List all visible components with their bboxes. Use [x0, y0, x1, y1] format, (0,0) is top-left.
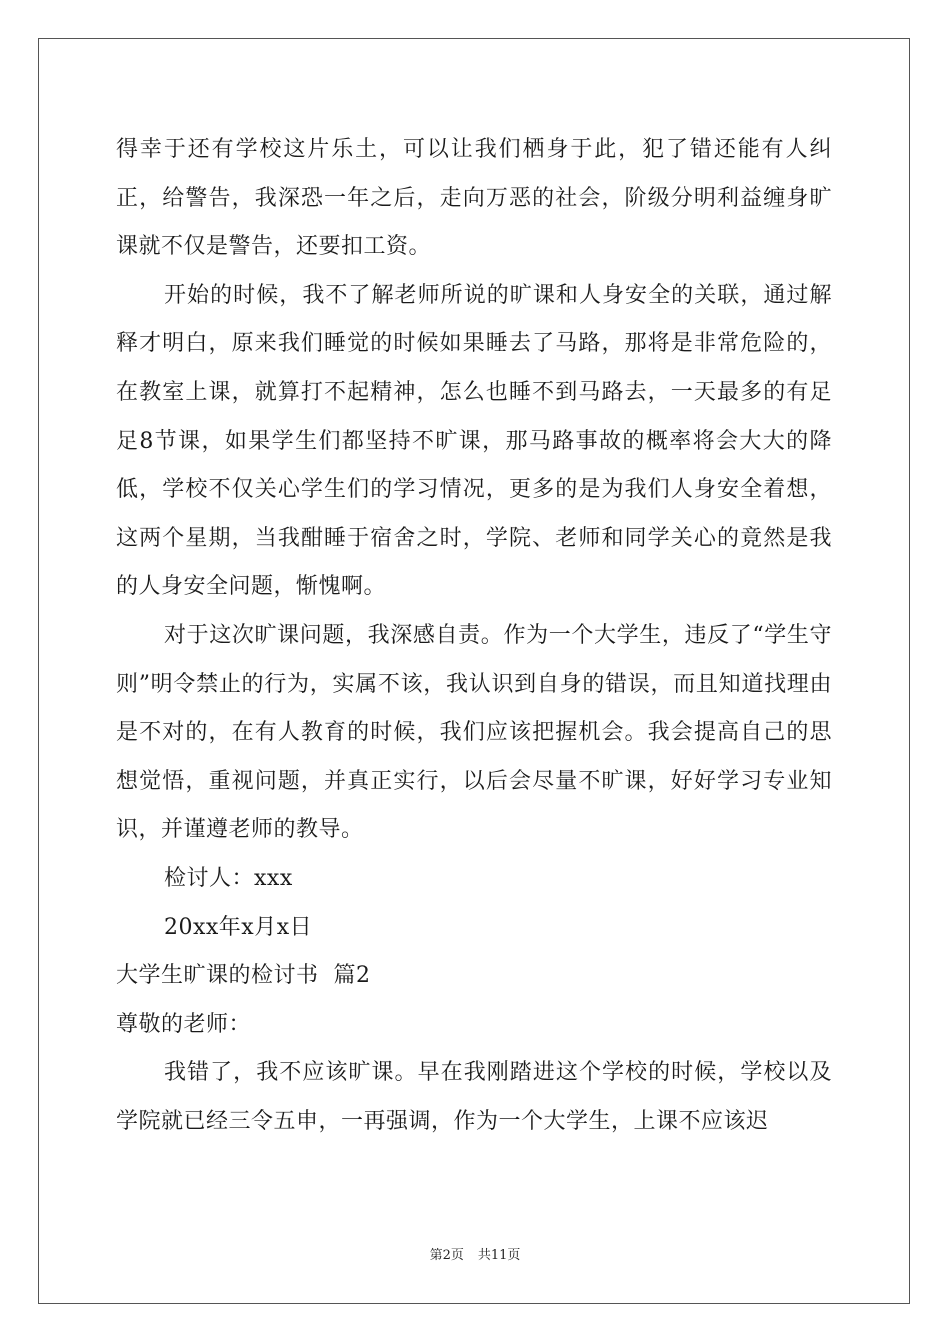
document-body	[116, 126, 832, 1146]
paragraph-3: 对于这次旷课问题，我深感自责。作为一个大学生，违反了“学生守则”明令禁止的行为，实属不该，我认识到自身的错误，而且知道找理由是不对的，在有人教育的时候，我们应该把握机会。我会提高自己的思想觉悟，重视问题，并真正实行，以后会尽量不旷课，好好学习专业知识，并谨遵老师的教导。	[116, 622, 832, 843]
paragraph-2: 开始的时候，我不了解老师所说的旷课和人身安全的关联，通过解释才明白，原来我们睡觉的时候如果睡去了马路，那将是非常危险的，在教室上课，就算打不起精神，怎么也睡不到马路去，一天最多的有足足8节课，如果学生们都坚持不旷课，那马路事故的概率将会大大的降低，学校不仅关心学生们的学习情况，更多的是为我们人身安全着想，这两个星期，当我酣睡于宿舍之时，学院、老师和同学关心的竟然是我的人身安全问题，惭愧啊。	[116, 282, 832, 600]
section-heading: 大学生旷课的检讨书 篇2	[116, 963, 371, 989]
paragraph-1: 得幸于还有学校这片乐土，可以让我们栖身于此，犯了错还能有人纠正，给警告，我深恐一年之后，走向万恶的社会，阶级分明利益缠身旷课就不仅是警告，还要扣工资。	[116, 137, 832, 260]
page-number: 第2页	[429, 1248, 464, 1263]
salutation: 尊敬的老师：	[116, 1011, 252, 1037]
date-line: 20xx年x月x日	[164, 914, 313, 940]
page-footer	[0, 1244, 950, 1263]
signature-line: 检讨人：xxx	[164, 865, 293, 891]
paragraph-4: 我错了，我不应该旷课。早在我刚踏进这个学校的时候，学校以及学院就已经三令五申，一再强调，作为一个大学生，上课不应该迟	[116, 1060, 832, 1134]
total-pages: 共11页	[477, 1248, 521, 1263]
